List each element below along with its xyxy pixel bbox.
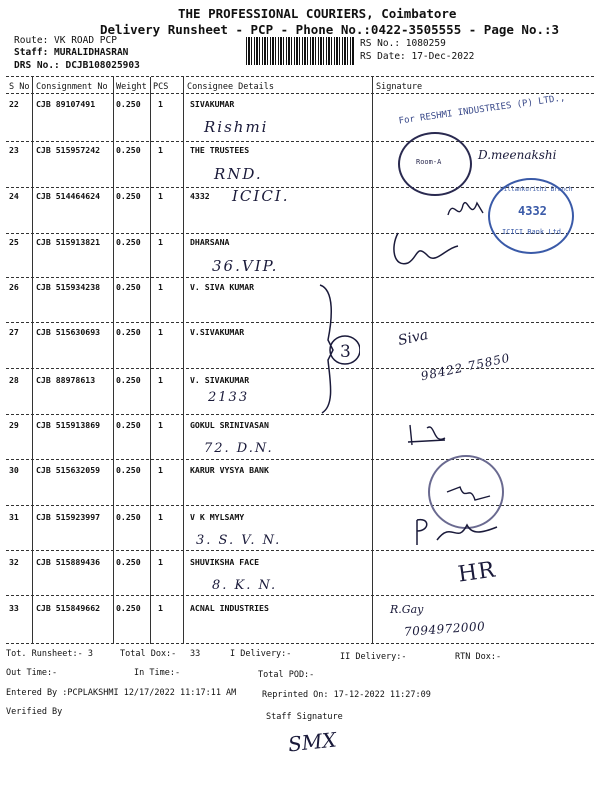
total-pod: Total POD:- (258, 670, 315, 680)
row-consignment: CJB 515889436 (36, 557, 101, 567)
rs-number: RS No.: 1080259 (360, 38, 446, 49)
row-rule (6, 277, 594, 278)
row-weight: 0.250 (116, 420, 141, 430)
row-consignee: V K MYLSAMY (190, 512, 245, 522)
row-handwritten-note: 3. S. V. N. (196, 533, 282, 548)
row-sno: 29 (9, 420, 19, 430)
row-handwritten-note: 8. K. N. (212, 578, 278, 593)
signature-scribble-r24 (445, 195, 485, 225)
row-handwritten-note: 36.VIP. (212, 257, 279, 275)
phone-r27: 98422 75850 (419, 350, 512, 384)
company-stamp-text: For RESHMI INDUSTRIES (P) LTD., (398, 93, 566, 127)
staff-signature: SMX (286, 727, 338, 757)
signature-r23: D.meenakshi (478, 148, 557, 162)
row-rule (6, 141, 594, 142)
tot-runsheet: Tot. Runsheet:- 3 (6, 649, 93, 659)
row-pcs: 1 (158, 99, 163, 109)
bank-branch-text: Villankurichi Branch (500, 186, 573, 193)
rtn-dox: RTN Dox:- (455, 652, 502, 662)
col-signature: Signature (376, 82, 423, 92)
row-weight: 0.250 (116, 465, 141, 475)
bank-code-text: 4332 (518, 204, 547, 218)
drs-number: DRS No.: DCJB108025903 (14, 60, 140, 71)
signature-scribble-r29 (405, 420, 455, 450)
row-sno: 30 (9, 465, 19, 475)
row-consignee: ACNAL INDUSTRIES (190, 603, 269, 613)
divider (372, 77, 373, 644)
row-rule (6, 550, 594, 551)
row-consignee: V. SIVA KUMAR (190, 282, 255, 292)
staff-label: Staff: MURALIDHASRAN (14, 47, 129, 58)
row-consignment: CJB 89107491 (36, 99, 96, 109)
row-consignment: CJB 515849662 (36, 603, 101, 613)
out-time: Out Time:- (6, 668, 58, 678)
row-pcs: 1 (158, 375, 163, 385)
row-consignment: CJB 515934238 (36, 282, 101, 292)
row-sno: 24 (9, 191, 19, 201)
signature-scribble-r25 (388, 228, 468, 273)
company-stamp (380, 95, 590, 135)
rs-date: RS Date: 17-Dec-2022 (360, 51, 475, 62)
row-handwritten-note: ICICI. (232, 187, 290, 205)
row-rule (6, 643, 594, 644)
bank-stamp (488, 178, 574, 254)
signature-r27: Siva (396, 327, 430, 349)
row-consignment: CJB 515632059 (36, 465, 101, 475)
header-bottom-rule (6, 93, 594, 94)
i-delivery: I Delivery:- (230, 649, 292, 659)
col-consignment: Consignment No (36, 82, 108, 92)
ii-delivery: II Delivery:- (340, 652, 407, 662)
row-consignee: 4332 (190, 191, 210, 201)
row-consignee: V.SIVAKUMAR (190, 327, 245, 337)
phone-r33: 7094972000 (403, 619, 486, 639)
barcode (246, 37, 354, 65)
document-title: THE PROFESSIONAL COURIERS, Coimbatore (178, 6, 457, 21)
row-pcs: 1 (158, 557, 163, 567)
header-top-rule (6, 76, 594, 77)
row-rule (6, 459, 594, 460)
row-handwritten-note: 2133 (208, 390, 250, 405)
reprinted-on: Reprinted On: 17-12-2022 11:27:09 (262, 690, 431, 700)
row-pcs: 1 (158, 191, 163, 201)
row-sno: 27 (9, 327, 19, 337)
row-weight: 0.250 (116, 145, 141, 155)
row-sno: 26 (9, 282, 19, 292)
row-sno: 28 (9, 375, 19, 385)
row-consignee: SIVAKUMAR (190, 99, 235, 109)
row-sno: 31 (9, 512, 19, 522)
bracket-count: 3 (340, 342, 353, 362)
divider (183, 77, 184, 644)
row-handwritten-note: 72. D.N. (204, 441, 274, 456)
row-consignee: KARUR VYSYA BANK (190, 465, 269, 475)
row-handwritten-note: RND. (214, 165, 263, 183)
divider (32, 77, 33, 644)
signature-r33: R.Gay (390, 603, 424, 616)
row-consignment: CJB 515913821 (36, 237, 101, 247)
row-pcs: 1 (158, 145, 163, 155)
row-handwritten-note: Rishmi (204, 118, 269, 136)
row-weight: 0.250 (116, 327, 141, 337)
row-sno: 33 (9, 603, 19, 613)
row-sno: 25 (9, 237, 19, 247)
row-consignment: CJB 515957242 (36, 145, 101, 155)
row-consignee: THE TRUSTEES (190, 145, 250, 155)
row-consignee: SHUVIKSHA FACE (190, 557, 260, 567)
row-consignment: CJB 515913869 (36, 420, 101, 430)
signature-scribble-r30 (445, 482, 495, 507)
row-pcs: 1 (158, 465, 163, 475)
row-weight: 0.250 (116, 282, 141, 292)
row-weight: 0.250 (116, 237, 141, 247)
col-weight: Weight (116, 82, 147, 92)
row-rule (6, 505, 594, 506)
in-time: In Time:- (134, 668, 181, 678)
row-consignment: CJB 515630693 (36, 327, 101, 337)
round-stamp (398, 132, 472, 196)
row-pcs: 1 (158, 603, 163, 613)
row-rule (6, 595, 594, 596)
route-label: Route: VK ROAD PCP (14, 35, 117, 46)
divider (113, 77, 114, 644)
row-pcs: 1 (158, 282, 163, 292)
signature-r32: HR (456, 557, 498, 588)
row-weight: 0.250 (116, 99, 141, 109)
row-weight: 0.250 (116, 557, 141, 567)
bank-name-text: ICICI Bank Ltd. (502, 228, 566, 236)
row-consignee: V. SIVAKUMAR (190, 375, 250, 385)
round-stamp-text: Room-A (416, 158, 442, 166)
entered-by: Entered By :PCPLAKSHMI 12/17/2022 11:17:11 AM (6, 688, 237, 698)
row-consignment: CJB 88978613 (36, 375, 96, 385)
row-weight: 0.250 (116, 512, 141, 522)
row-weight: 0.250 (116, 603, 141, 613)
col-consignee: Consignee Details (187, 82, 274, 92)
row-weight: 0.250 (116, 375, 141, 385)
row-pcs: 1 (158, 512, 163, 522)
runsheet-subtitle: Delivery Runsheet - PCP - Phone No.:0422-3505555 - Page No.:3 (100, 22, 560, 37)
col-pcs: PCS (153, 82, 169, 92)
row-sno: 23 (9, 145, 19, 155)
row-sno: 22 (9, 99, 19, 109)
row-pcs: 1 (158, 420, 163, 430)
col-sno: S No (9, 82, 30, 92)
row-consignee: DHARSANA (190, 237, 230, 247)
staff-signature-label: Staff Signature (266, 712, 343, 722)
row-consignment: CJB 515923997 (36, 512, 101, 522)
divider (150, 77, 151, 644)
row-pcs: 1 (158, 327, 163, 337)
row-weight: 0.250 (116, 191, 141, 201)
row-sno: 32 (9, 557, 19, 567)
verified-by: Verified By (6, 707, 63, 717)
row-consignee: GOKUL SRINIVASAN (190, 420, 269, 430)
total-dox-value: 33 (190, 649, 201, 659)
signature-scribble-r31 (412, 515, 502, 550)
row-pcs: 1 (158, 237, 163, 247)
row-consignment: CJB 514464624 (36, 191, 101, 201)
total-dox-label: Total Dox:- (120, 649, 177, 659)
